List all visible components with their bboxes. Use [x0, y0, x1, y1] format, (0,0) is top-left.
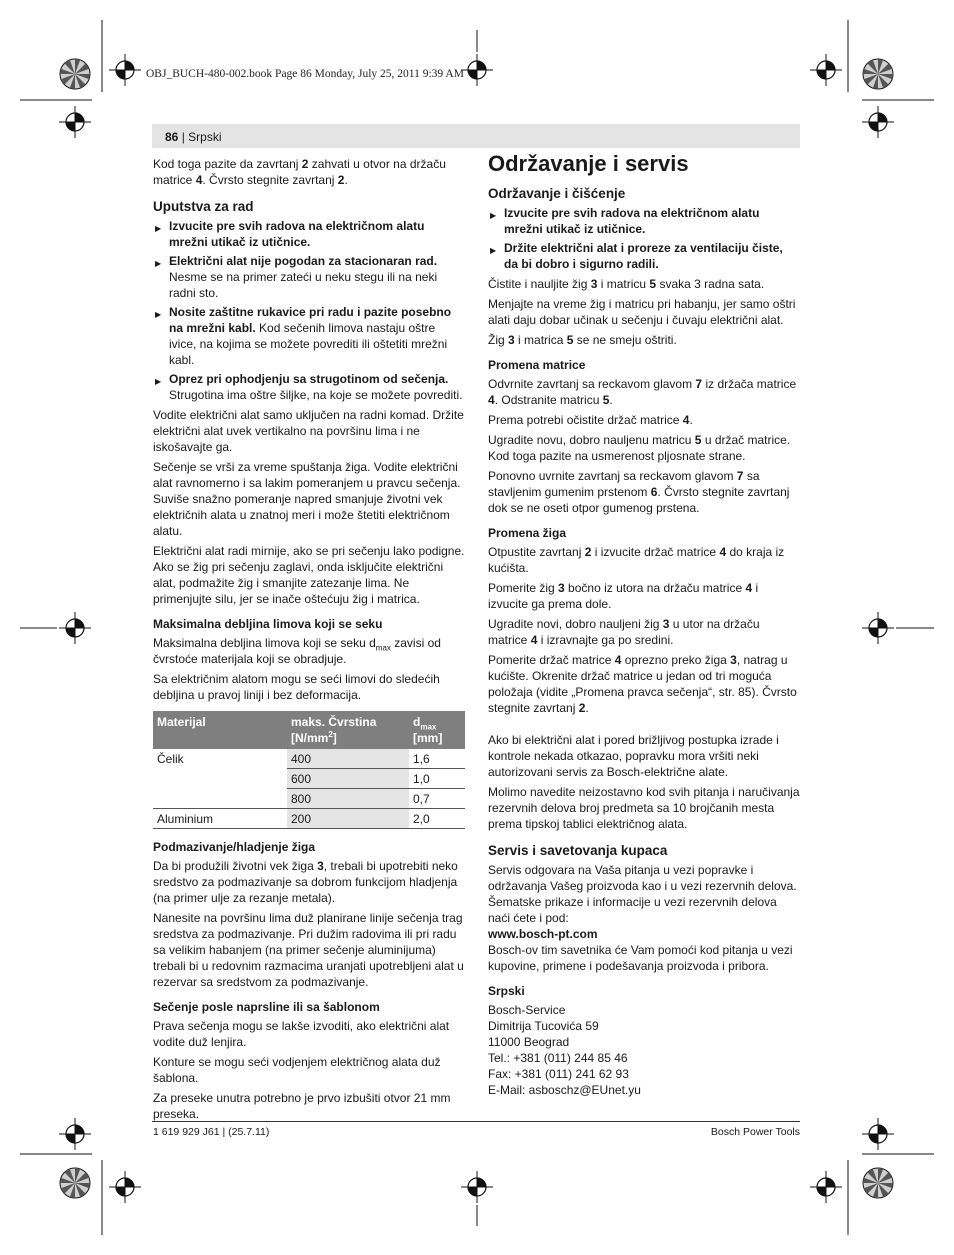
list-item: ▶ Izvucite pre svih radova na električnom alatu mrežni utikač iz utičnice. — [488, 205, 800, 237]
paragraph: Servis odgovara na Vaša pitanja u vezi popravke i održavanja Vašeg proizvoda kao i u vezi rezervnih delova. Šematske prikaze i informacije u vezi rezervnih delova naći ćete i pod: — [488, 863, 797, 925]
section-heading-maks: Maksimalna debljina limova koji se seku — [153, 617, 383, 631]
intro-paragraph: Kod toga pazite da zavrtanj 2 zahvati u otvor na držaču matrice 4. Čvrsto stegnite zavrtanj 2. — [153, 157, 446, 187]
table-header-row — [153, 711, 465, 749]
list-item: ▶ Električni alat nije pogodan za stacionaran rad. Nesme se na primer zateći u neku stegu ili na neki radni sto. — [153, 253, 465, 301]
column-header-dmax: $d_{max}$ [mm] — [409, 711, 465, 749]
service-url: www.bosch-pt.com — [488, 927, 598, 941]
footer-doc-number: 1 619 929 J61 | (25.7.11) — [153, 1126, 270, 1138]
paragraph: Pomerite žig 3 bočno iz utora na držaču matrice 4 i izvucite ga prema dole. — [488, 581, 759, 611]
header-language: Srpski — [188, 130, 222, 144]
paragraph: Ponovno uvrnite zavrtanj sa reckavom glavom 7 sa stavljenim gumenim prstenom 6. Čvrsto stegnite zavrtanj dok se ne oseti otpor gumenog prstena. — [488, 469, 790, 515]
maintenance-list — [488, 205, 800, 272]
footer-rule — [152, 1121, 800, 1122]
header-separator: | — [178, 130, 189, 144]
paragraph: Prava sečenja mogu se lakše izvoditi, ako električni alat vodite duž lenjira. — [153, 1019, 450, 1049]
table-row: Čelik 400 1,6 — [153, 749, 465, 769]
paragraph: Sa električnim alatom mogu se seći limovi do sledećih debljina u pravoj liniji i bez deformacija. — [153, 672, 440, 702]
section-heading-servis: Servis i savetovanja kupaca — [488, 843, 668, 858]
list-item: ▶ Držite električni alat i proreze za ventilaciju čiste, da bi dobro i sigurno radili. — [488, 240, 800, 272]
paragraph: Nanesite na površinu lima duž planirane linije sečenja trag sredstva za podmazivanje. Pri dužim radovima ili pri radu sa velikim habanjem (na primer sečenje aluminijuma) trebali bi u redovnim razmacima uranjati upotrebljeni alat u rezervar sa sredstvom za podmazivanje. — [153, 911, 464, 989]
paragraph: Pomerite držač matrice 4 oprezno preko žiga 3, natrag u kućište. Okrenite držač matrice u jedan od tri moguća položaja (vidite „Promena pravca sečenja“, str. 85). Čvrsto stegnite zavrtanj 2. — [488, 653, 797, 715]
table-row: 600 1,0 — [153, 769, 465, 789]
paragraph: Električni alat radi mirnije, ako se pri sečenju lako podigne. Ako se žig pri sečenju zaglavi, onda isključite električni alat, podmažite žig i smanjite zatezanje lima. Ne primenjujte silu, jer se inače oštećuju žig i matrica. — [153, 544, 465, 606]
section-heading-uputstva: Uputstva za rad — [153, 199, 254, 214]
page-header-bar — [152, 124, 800, 148]
page-number: 86 — [165, 130, 179, 144]
fax: Fax: +381 (011) 241 62 93 — [488, 1067, 629, 1081]
paragraph: Prema potrebi očistite držač matrice 4. — [488, 413, 693, 427]
column-header-material: Materijal — [153, 711, 287, 749]
paragraph: Konture se mogu seći vodjenjem električnog alata duž šablona. — [153, 1055, 441, 1085]
paragraph: Maksimalna debljina limova koji se seku $d_{max}$ zavisi od čvrstoće materijala koji se obradjuje. — [153, 636, 441, 666]
right-column — [488, 150, 800, 1098]
paragraph: Ugradite novi, dobro nauljeni žig 3 u utor na držaču matrice 4 i izravnajte ga po sredini. — [488, 617, 760, 647]
email: E-Mail: asboschz@EUnet.yu — [488, 1083, 641, 1097]
address-block: Bosch-Service Dimitrija Tucovića 59 11000 Beograd Tel.: +381 (011) 244 85 46 Fax: +381 (011) 241 62 93 E-Mail: asboschz@EUnet.yu — [488, 1002, 800, 1098]
material-thickness-table — [153, 711, 465, 829]
paragraph: Bosch-ov tim savetnika će Vam pomoći kod pitanja u vezi kupovine, primene i podešavanja proizvoda i pribora. — [488, 943, 793, 973]
paragraph: Odvrnite zavrtanj sa reckavom glavom 7 iz držača matrice 4. Odstranite matricu 5. — [488, 377, 797, 407]
list-item: ▶ Oprez pri ophodjenju sa strugotinom od sečenja. Strugotina ima oštre šiljke, na koje se možete povrediti. — [153, 371, 465, 403]
paragraph: Za preseke unutra potrebno je prvo izbušiti otvor 21 mm preseka. — [153, 1091, 451, 1121]
footer-brand: Bosch Power Tools — [710, 1126, 800, 1138]
chapter-title: Održavanje i servis — [488, 151, 689, 176]
section-heading-odrzavanje: Održavanje i čišćenje — [488, 186, 626, 201]
paragraph: Otpustite zavrtanj 2 i izvucite držač matrice 4 do kraja iz kućišta. — [488, 545, 785, 575]
work-instructions-list — [153, 218, 465, 403]
paragraph: Ugradite novu, dobro nauljenu matricu 5 u držač matrice. Kod toga pazite na usmerenost pljosnate strane. — [488, 433, 791, 463]
column-header-strength: maks. Čvrstina $[N/mm^2]$ — [287, 711, 409, 749]
section-heading-promena-matrice: Promena matrice — [488, 358, 586, 372]
page-header — [165, 130, 222, 144]
section-heading-promena-ziga: Promena žiga — [488, 526, 567, 540]
table-row: Aluminium 200 2,0 — [153, 809, 465, 829]
list-item: ▶ Izvucite pre svih radova na električnom alatu mrežni utikač iz utičnice. — [153, 218, 465, 250]
section-heading-secenje: Sečenje posle naprsline ili sa šablonom — [153, 1000, 380, 1014]
phone: Tel.: +381 (011) 244 85 46 — [488, 1051, 628, 1065]
paragraph: Čistite i nauljite žig 3 i matricu 5 svaka 3 radna sata. — [488, 277, 765, 291]
address-heading: Srpski — [488, 984, 525, 998]
print-slug: OBJ_BUCH-480-002.book Page 86 Monday, July 25, 2011 9:39 AM — [146, 68, 464, 80]
paragraph: Vodite električni alat samo uključen na radni komad. Držite električni alat uvek vertikalno na površinu lima i ne iskošavajte ga. — [153, 408, 464, 454]
paragraph: Da bi produžili životni vek žiga 3, trebali bi upotrebiti neko sredstvo za podmazivanje sa dobrom funkcijom hladjenja (na primer ulje za rezanje metala). — [153, 859, 458, 905]
table-row: 800 0,7 — [153, 789, 465, 809]
paragraph: Molimo navedite neizostavno kod svih pitanja i naručivanja rezervnih delova broj predmeta sa 10 brojčanih mesta prema tipskoj tablici električnog alata. — [488, 785, 800, 831]
left-column — [153, 156, 465, 1126]
paragraph: Menjajte na vreme žig i matricu pri habanju, jer samo oštri alati daju dobar učinak u sečenju i čuvaju električni alat. — [488, 297, 796, 327]
paragraph: Žig 3 i matrica 5 se ne smeju oštriti. — [488, 333, 677, 347]
paragraph: Ako bi električni alat i pored brižljivog postupka izrade i kontrole nekada otkazao, popravku mora vršiti neki autorizovani servis za Bosch-električne alate. — [488, 733, 779, 779]
section-heading-podmazivanje: Podmazivanje/hladjenje žiga — [153, 840, 316, 854]
list-item: ▶ Nosite zaštitne rukavice pri radu i pazite posebno na mrežni kabl. Kod sečenih limova nastaju oštre ivice, na kojima se možete povrediti ili oštetiti mrežni kabl. — [153, 304, 465, 368]
paragraph: Sečenje se vrši za vreme spuštanja žiga. Vodite električni alat ravnomerno i sa lakim pomeranjem u pravcu sečenja. Suviše snažno pomeranje napred smanjuje životni vek električnih alata u znatnoj meri i može štetiti električnom alatu. — [153, 460, 461, 538]
